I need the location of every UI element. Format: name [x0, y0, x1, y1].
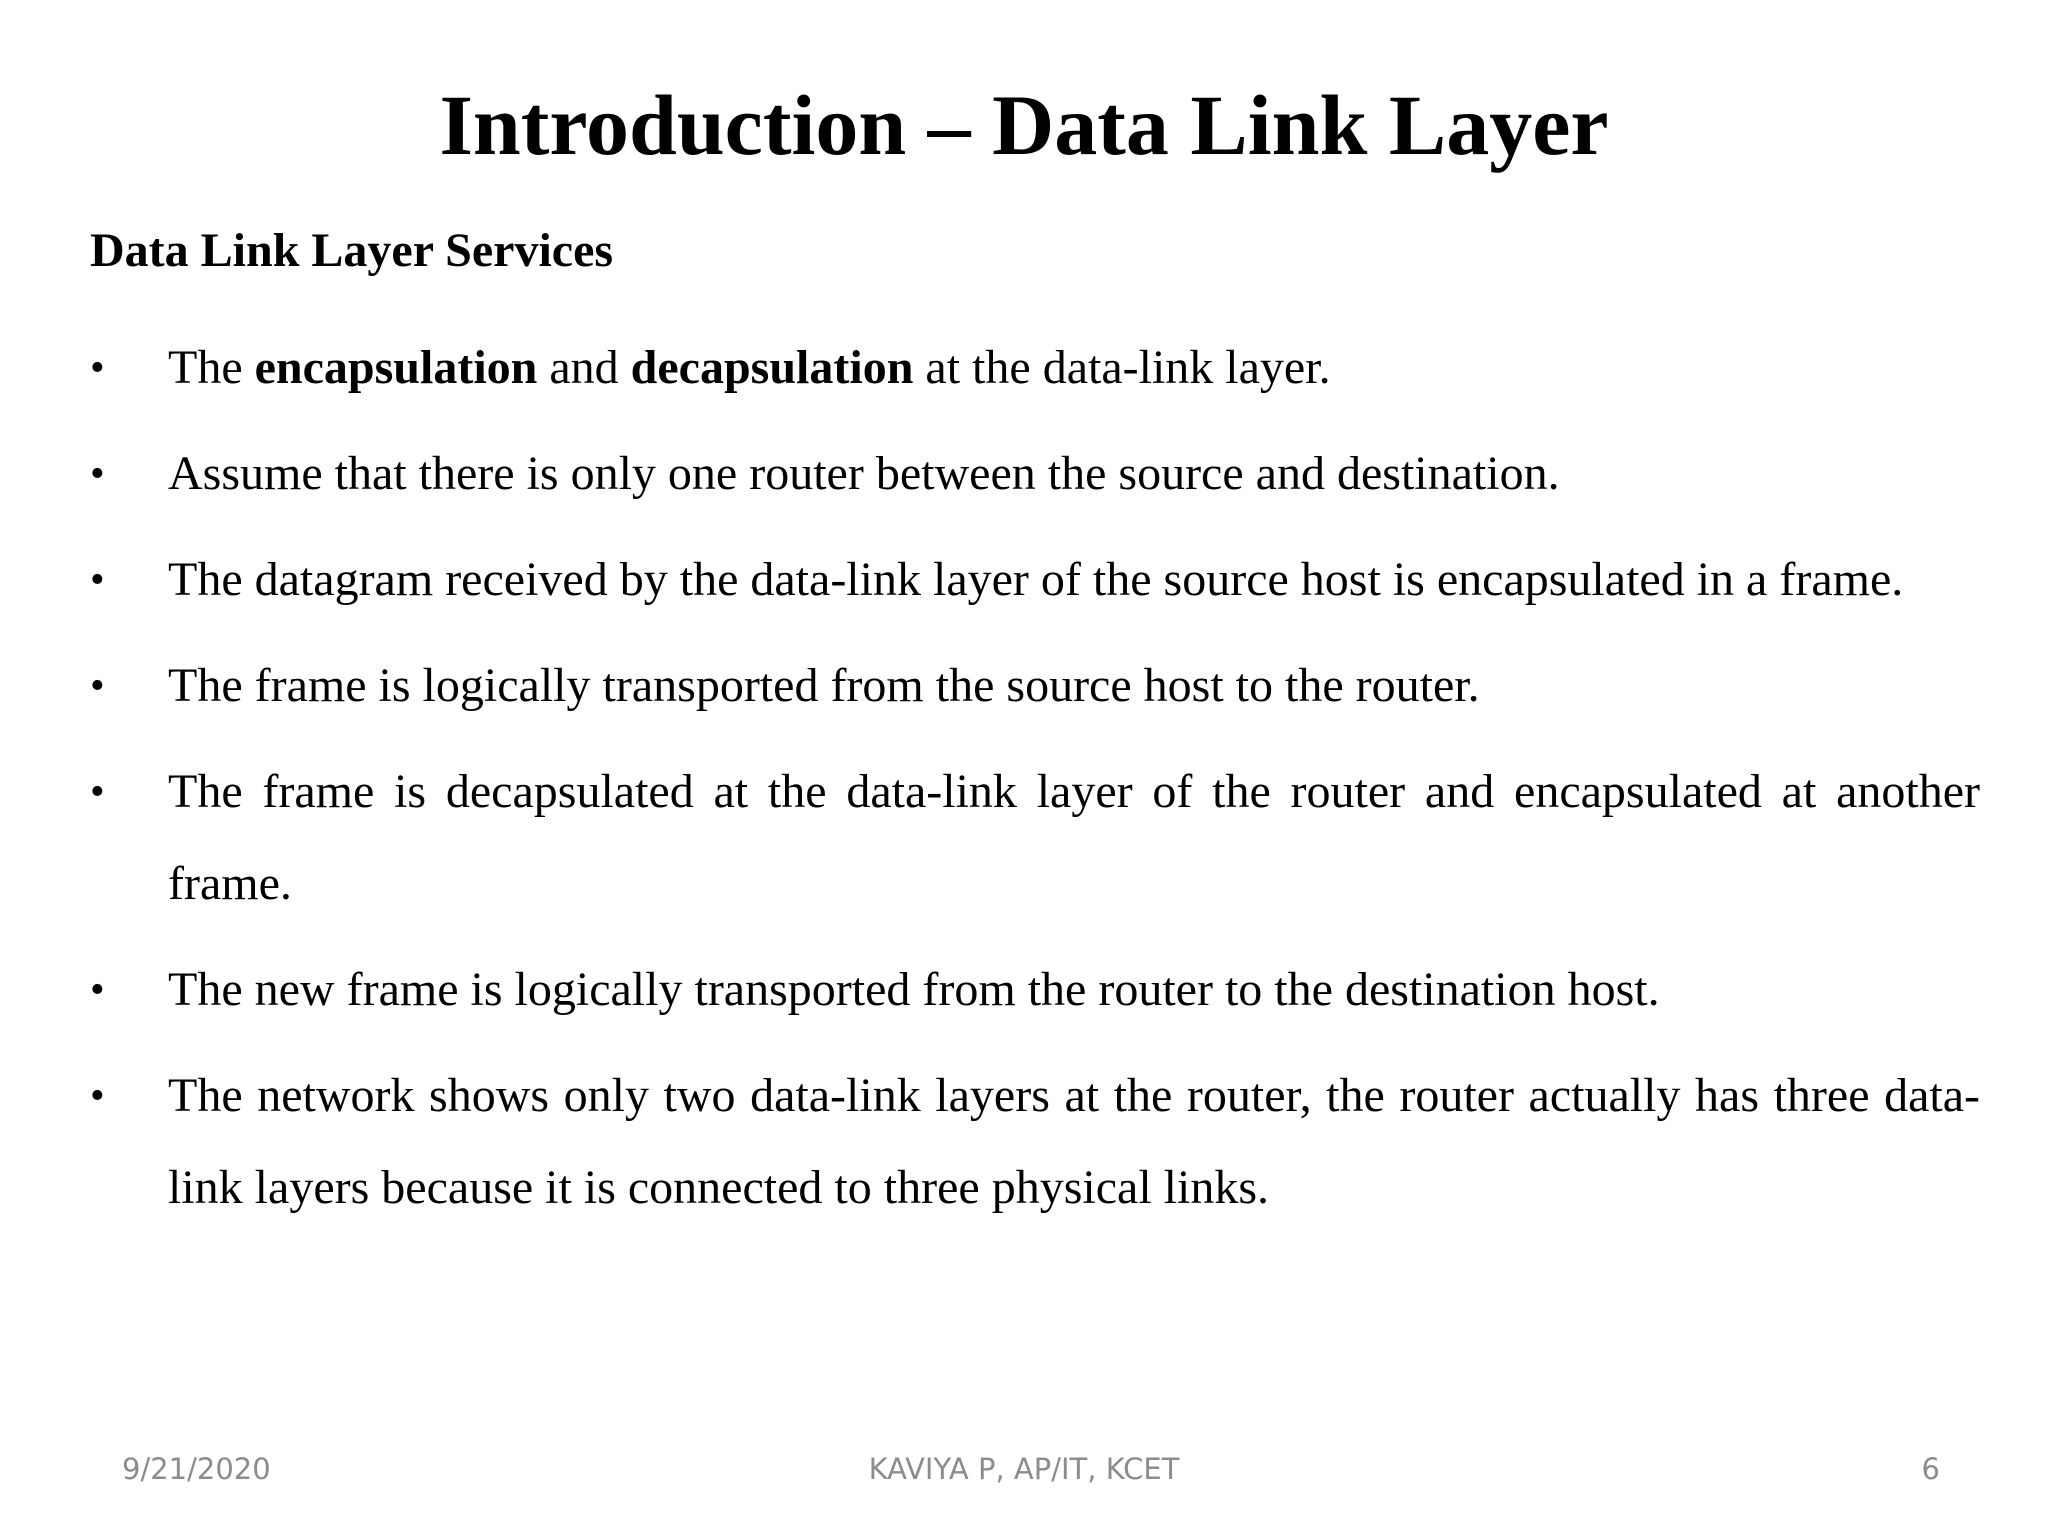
- footer-page-number: 6: [1921, 1452, 1940, 1486]
- bullet-dot: •: [90, 557, 105, 603]
- bullet-dot: •: [90, 967, 105, 1013]
- slide-title: Introduction – Data Link Layer: [439, 77, 1609, 173]
- bullet-bold-decapsulation: decapsulation: [630, 341, 914, 394]
- bullet-text: The frame is logically transported from the source host to the router.: [168, 659, 1480, 712]
- bullet-item: [90, 640, 1980, 732]
- bullet-dot: •: [90, 451, 105, 497]
- bullet-text-post: at the data-link layer.: [913, 341, 1331, 394]
- bullet-item: [90, 534, 1980, 626]
- bullet-dot: •: [90, 345, 105, 391]
- bullet-item: [90, 944, 1980, 1036]
- bullet-text: The network shows only two data-link layers at the router, the router actually has three data-link layers because it is connected to three physical links.: [168, 1069, 1980, 1214]
- bullet-item: [90, 322, 1980, 414]
- bullet-bold-encapsulation: encapsulation: [254, 341, 538, 394]
- bullet-text-pre: The: [168, 341, 255, 394]
- bullet-text: Assume that there is only one router between the source and destination.: [168, 447, 1560, 500]
- bullet-text: The new frame is logically transported from the router to the destination host.: [168, 963, 1660, 1016]
- bullet-item: [90, 1050, 1980, 1234]
- bullet-dot: •: [90, 769, 105, 815]
- footer-date: 9/21/2020: [122, 1452, 271, 1486]
- bullet-list: [90, 322, 1980, 1248]
- footer-author: KAVIYA P, AP/IT, KCET: [868, 1452, 1180, 1486]
- bullet-text: The datagram received by the data-link layer of the source host is encapsulated in a frame.: [168, 553, 1904, 606]
- bullet-item: [90, 428, 1980, 520]
- slide-subtitle: Data Link Layer Services: [90, 224, 614, 277]
- bullet-item: [90, 746, 1980, 930]
- bullet-text-mid: and: [537, 341, 631, 394]
- bullet-dot: •: [90, 663, 105, 709]
- bullet-dot: •: [90, 1073, 105, 1119]
- bullet-text: The frame is decapsulated at the data-link layer of the router and encapsulated at another frame.: [168, 765, 1980, 910]
